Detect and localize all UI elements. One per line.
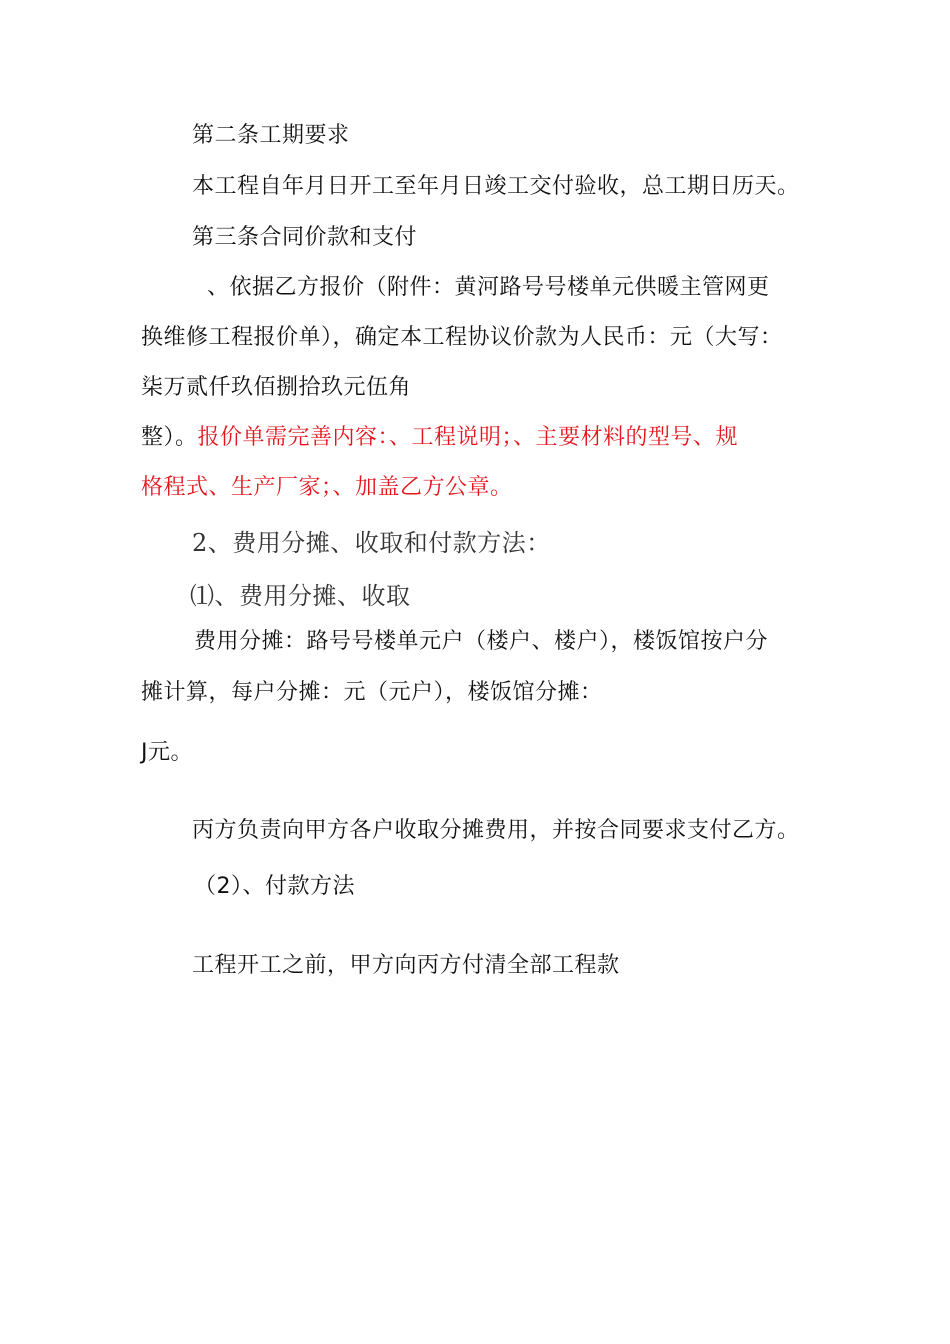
quote-improvement-note: 报价单需完善内容：、工程说明；、主要材料的型号、规 (197, 425, 739, 450)
article-3-heading: 第三条合同价款和支付 (192, 225, 418, 250)
quote-improvement-note-continued: 格程式、生产厂家；、加盖乙方公章。 (141, 475, 513, 500)
price-basis-line-2: 换维修工程报价单），确定本工程协议价款为人民币：元（大写： (141, 325, 783, 350)
article-2-body: 本工程自年月日开工至年月日竣工交付验收，总工期日历天。 (192, 174, 800, 199)
collection-responsibility: 丙方负责向甲方各户收取分摊费用，并按合同要求支付乙方。 (192, 818, 800, 843)
payment-method-body: 工程开工之前，甲方向丙方付清全部工程款 (192, 953, 620, 978)
payment-method-heading: （2）、付款方法 (194, 874, 355, 899)
fee-allocation-line-3: J元。 (141, 740, 193, 765)
fee-allocation-line-2: 摊计算，每户分摊：元（元户），楼饭馆分摊： (141, 680, 603, 705)
price-basis-closing: 整）。 (141, 425, 198, 450)
price-basis-line-1: 、依据乙方报价（附件：黄河路号号楼单元供暖主管网更 (207, 275, 770, 300)
price-basis-line-3: 柒万贰仟玖佰捌拾玖元伍角 (141, 375, 412, 400)
article-2-heading: 第二条工期要求 (192, 123, 350, 148)
price-basis-line-4 (141, 423, 738, 453)
fee-allocation-line-1: 费用分摊：路号号楼单元户（楼户、楼户），楼饭馆按户分 (194, 629, 769, 654)
fee-allocation-heading: ⑴、费用分摊、收取 (190, 582, 411, 610)
fee-section-heading: 2、费用分摊、收取和付款方法： (192, 529, 551, 557)
